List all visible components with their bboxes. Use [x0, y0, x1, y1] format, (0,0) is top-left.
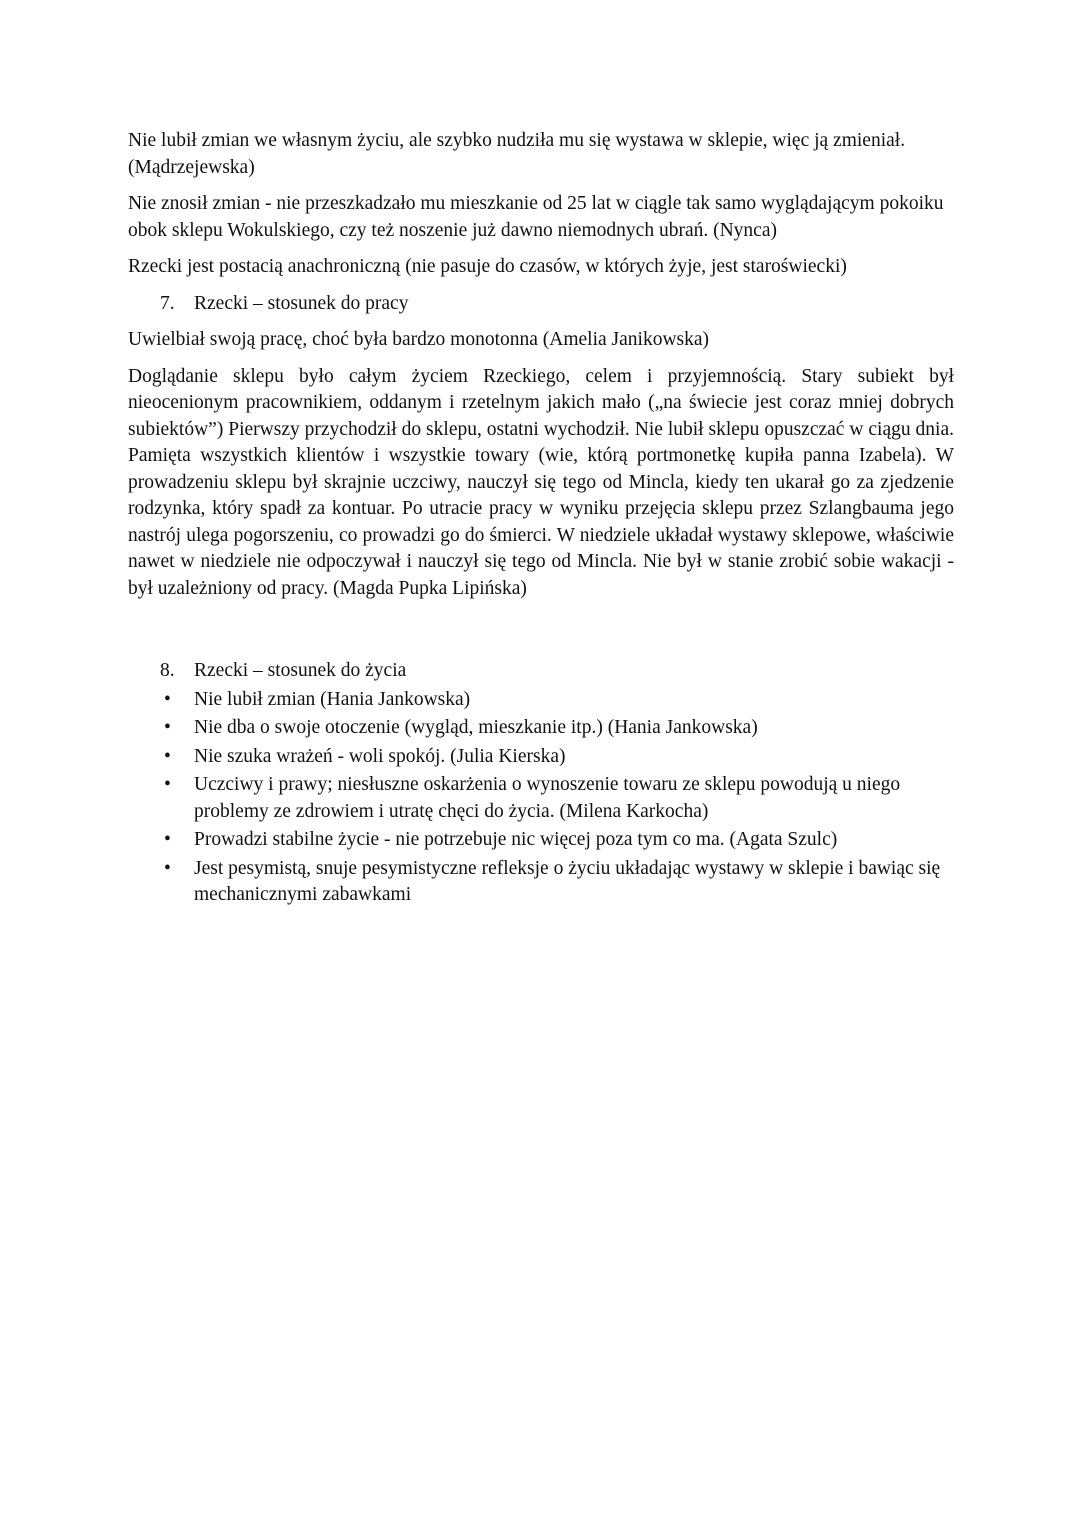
- list-item: [128, 687, 954, 714]
- bullet-icon: •: [164, 829, 171, 850]
- bullet-icon: •: [164, 774, 171, 795]
- section-8: [128, 658, 954, 909]
- bullet-icon: •: [164, 745, 171, 767]
- paragraph-changes-shop-window: Nie lubił zmian we własnym życiu, ale szybko nudziła mu się wystawa w sklepie, więc ją zmieniał. (Mądrzejewska): [128, 130, 906, 178]
- list-item-text: Uczciwy i prawy; niesłuszne oskarżenia o wynoszenie towaru ze sklepu powodują u niego problemy ze zdrowiem i utratę chęci do życia. (Milena Karkocha): [194, 774, 901, 822]
- bullet-icon: •: [164, 688, 171, 710]
- paragraph-loved-work: Uwielbiał swoją pracę, choć była bardzo monotonna (Amelia Janikowska): [128, 329, 710, 350]
- bullet-list: [128, 687, 954, 909]
- list-item-text: Nie szuka wrażeń - woli spokój. (Julia Kierska): [194, 745, 566, 767]
- list-item-text: Prowadzi stabilne życie - nie potrzebuje nic więcej poza tym co ma. (Agata Szulc): [194, 829, 838, 850]
- section-7-title: Rzecki – stosunek do pracy: [194, 292, 409, 314]
- list-item: [128, 715, 954, 742]
- list-item: [128, 856, 954, 909]
- section-7-heading: [128, 291, 954, 318]
- list-item: [128, 772, 954, 825]
- list-item-text: Jest pesymistą, snuje pesymistyczne refleksje o życiu układając wystawy w sklepie i bawiąc się mechanicznymi zabawkami: [194, 857, 941, 905]
- paragraph-anachronism: Rzecki jest postacią anachroniczną (nie pasuje do czasów, w których żyje, jest staroświecki): [128, 256, 847, 277]
- section-7-number: 7.: [160, 292, 175, 314]
- document-page: [128, 128, 954, 911]
- list-item: [128, 827, 954, 854]
- paragraph-shop-was-life: Doglądanie sklepu było całym życiem Rzeckiego, celem i przyjemnością. Stary subiekt był nieocenionym pracownikiem, oddanym i rzetelnym jakich mało („na świecie jest coraz mniej dobrych subiektów”) Pierwszy przychodził do sklepu, ostatni wychodził. Nie lubił sklepu opuszczać w ciągu dnia. Pamięta wszystkich klientów i wszystkie towary (wie, którą portmonetkę kupiła panna Izabela). W prowadzeniu sklepu był skrajnie uczciwy, nauczył się tego od Mincla, kiedy ten ukarał go za zjedzenie rodzynka, który spadł za kontuar. Po utracie pracy w wyniku przejęcia sklepu przez Szlangbauma jego nastrój ulega pogorszeniu, co prowadzi go do śmierci. W niedziele układał wystawy sklepowe, właściwie nawet w niedziele nie odpoczywał i nauczył się tego od Mincla. Nie był w stanie zrobić sobie wakacji - był uzależniony od pracy. (Magda Pupka Lipińska): [128, 365, 954, 599]
- section-8-heading: [128, 658, 954, 685]
- bullet-icon: •: [164, 857, 171, 879]
- bullet-icon: •: [164, 717, 171, 738]
- list-item: [128, 744, 954, 771]
- spacer: [128, 612, 954, 658]
- list-item-text: Nie lubił zmian (Hania Jankowska): [194, 688, 471, 710]
- list-item-text: Nie dba o swoje otoczenie (wygląd, mieszkanie itp.) (Hania Jankowska): [194, 717, 758, 738]
- paragraph-dislike-of-change: Nie znosił zmian - nie przeszkadzało mu mieszkanie od 25 lat w ciągle tak samo wyglądającym pokoiku obok sklepu Wokulskiego, czy też noszenie już dawno niemodnych ubrań. (Nynca): [128, 193, 944, 241]
- section-8-number: 8.: [160, 660, 175, 681]
- section-8-title: Rzecki – stosunek do życia: [194, 660, 407, 681]
